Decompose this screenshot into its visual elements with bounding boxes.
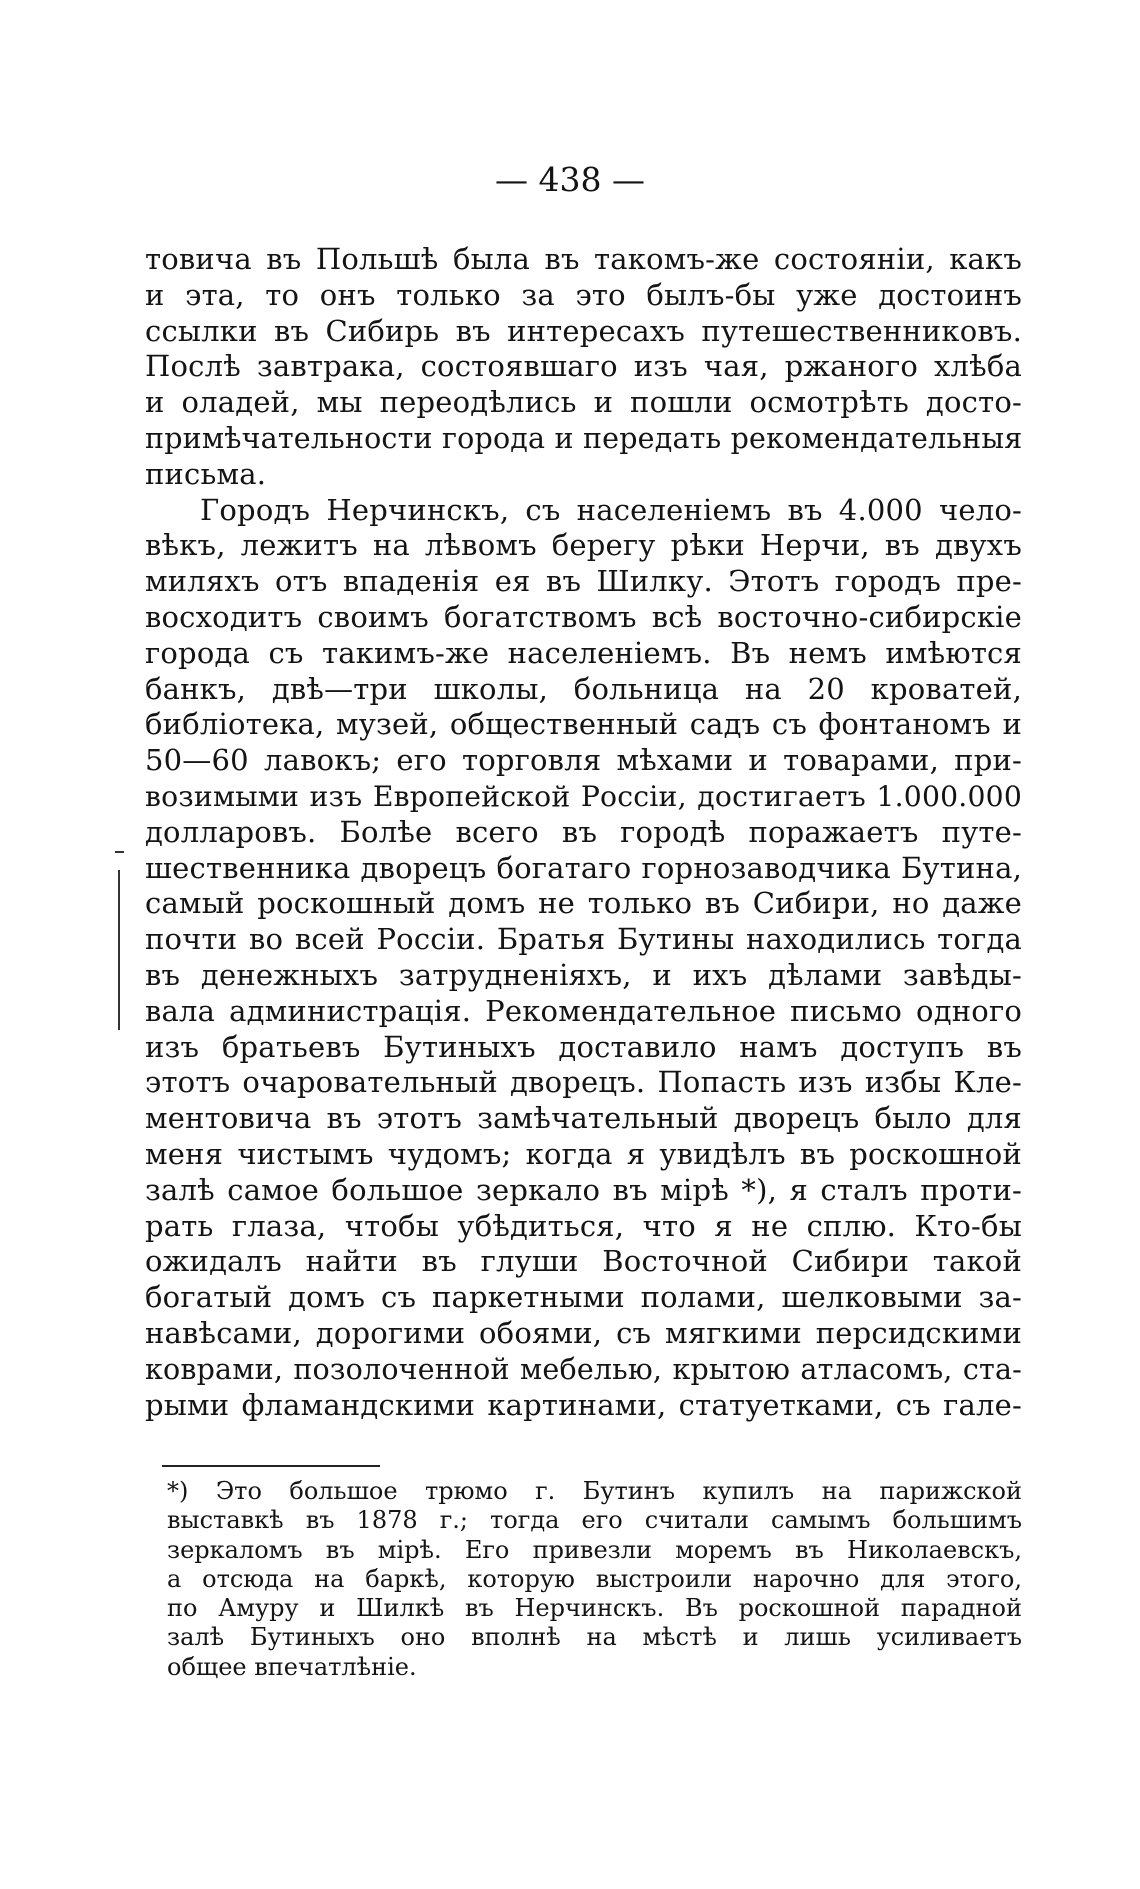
- footnote-line: по Амуру и Шилкѣ въ Нерчинскъ. Въ роскошной парадной: [167, 1594, 1022, 1623]
- body-line: и оладей, мы переодѣлись и пошли осмотрѣть досто-: [145, 385, 1022, 420]
- body-line: миляхъ отъ впаденія ея въ Шилку. Этотъ городъ пре-: [145, 564, 1022, 599]
- body-line: вала администрація. Рекомендательное письмо одного: [145, 993, 1022, 1028]
- page-number: — 438 —: [495, 160, 645, 199]
- body-line: почти во всей Россіи. Братья Бутины находились тогда: [145, 922, 1022, 957]
- body-line: товича въ Польшѣ была въ такомъ-же состояніи, какъ: [145, 242, 1022, 276]
- body-line: богатый домъ съ паркетными полами, шелковыми за-: [145, 1280, 1022, 1315]
- body-line: шественника дворецъ богатаго горнозаводчика Бутина,: [145, 850, 1022, 885]
- margin-dash-mark: [115, 851, 124, 853]
- footnote-line: выставкѣ въ 1878 г.; тогда его считали самымъ большимъ: [167, 1506, 1022, 1535]
- body-line: примѣчательности города и передать рекомендательныя: [145, 421, 1023, 455]
- body-line: ссылки въ Сибирь въ интересахъ путешественниковъ.: [145, 313, 1022, 348]
- body-line: вѣкъ, лежитъ на лѣвомъ берегу рѣки Нерчи, въ двухъ: [145, 528, 1022, 563]
- footnote-line: *) Это большое трюмо г. Бутинъ купилъ на парижской: [167, 1477, 1022, 1505]
- body-line: восходитъ своимъ богатствомъ всѣ восточно-сибирскіе: [145, 599, 1022, 634]
- body-line: рать глаза, чтобы убѣдиться, что я не сплю. Кто-бы: [145, 1208, 1022, 1243]
- footnote: [167, 1477, 1022, 1682]
- body-line: и эта, то онъ только за это былъ-бы уже достоинъ: [145, 277, 1022, 312]
- body-line: библіотека, музей, общественный садъ съ фонтаномъ и: [145, 707, 1022, 742]
- body-line: возимыми изъ Европейской Россіи, достигаетъ 1.000.000: [145, 779, 1022, 813]
- body-line: изъ братьевъ Бутиныхъ доставило намъ доступъ въ: [145, 1029, 1022, 1064]
- body-line: этотъ очаровательный дворецъ. Попасть изъ избы Кле-: [145, 1065, 1022, 1100]
- body-line: банкъ, двѣ—три школы, больница на 20 кроватей,: [145, 671, 1022, 706]
- margin-vertical-mark: [118, 870, 120, 1030]
- footnote-line: а отсюда на баркѣ, которую выстроили нарочно для этого,: [167, 1564, 1022, 1593]
- body-line: ментовича въ этотъ замѣчательный дворецъ было для: [145, 1101, 1022, 1136]
- body-line: самый роскошный домъ не только въ Сибири, но даже: [145, 886, 1022, 921]
- body-line: письма.: [145, 456, 267, 491]
- body-text: [145, 242, 1022, 1423]
- body-line: рыми фламандскими картинами, статуетками, съ гале-: [145, 1387, 1022, 1422]
- body-line: города съ такимъ-же населеніемъ. Въ немъ имѣются: [145, 635, 1022, 670]
- body-line: въ денежныхъ затрудненіяхъ, и ихъ дѣлами завѣды-: [145, 957, 1022, 992]
- body-line: ожидалъ найти въ глуши Восточной Сибири такой: [145, 1244, 1022, 1279]
- body-line: меня чистымъ чудомъ; когда я увидѣлъ въ роскошной: [145, 1136, 1022, 1171]
- body-line: Городъ Нерчинскъ, съ населеніемъ въ 4.000 чело-: [200, 492, 1022, 527]
- footnote-line: зеркаломъ въ мірѣ. Его привезли моремъ въ Николаевскъ,: [167, 1535, 1022, 1564]
- footnote-line: залѣ Бутиныхъ оно вполнѣ на мѣстѣ и лишь усиливаетъ: [167, 1623, 1022, 1652]
- body-line: навѣсами, дорогими обоями, съ мягкими персидскими: [145, 1315, 1022, 1350]
- footnote-rule: [162, 1465, 380, 1467]
- body-line: залѣ самое большое зеркало въ мірѣ *), я сталъ проти-: [145, 1172, 1022, 1207]
- body-line: 50—60 лавокъ; его торговля мѣхами и товарами, при-: [145, 743, 1022, 778]
- body-line: Послѣ завтрака, состоявшаго изъ чая, ржаного хлѣба: [145, 349, 1022, 384]
- body-line: долларовъ. Болѣе всего въ городѣ поражаетъ путе-: [145, 814, 1022, 849]
- footnote-line: общее впечатлѣніе.: [167, 1652, 417, 1681]
- body-line: коврами, позолоченной мебелью, крытою атласомъ, ста-: [145, 1352, 1022, 1386]
